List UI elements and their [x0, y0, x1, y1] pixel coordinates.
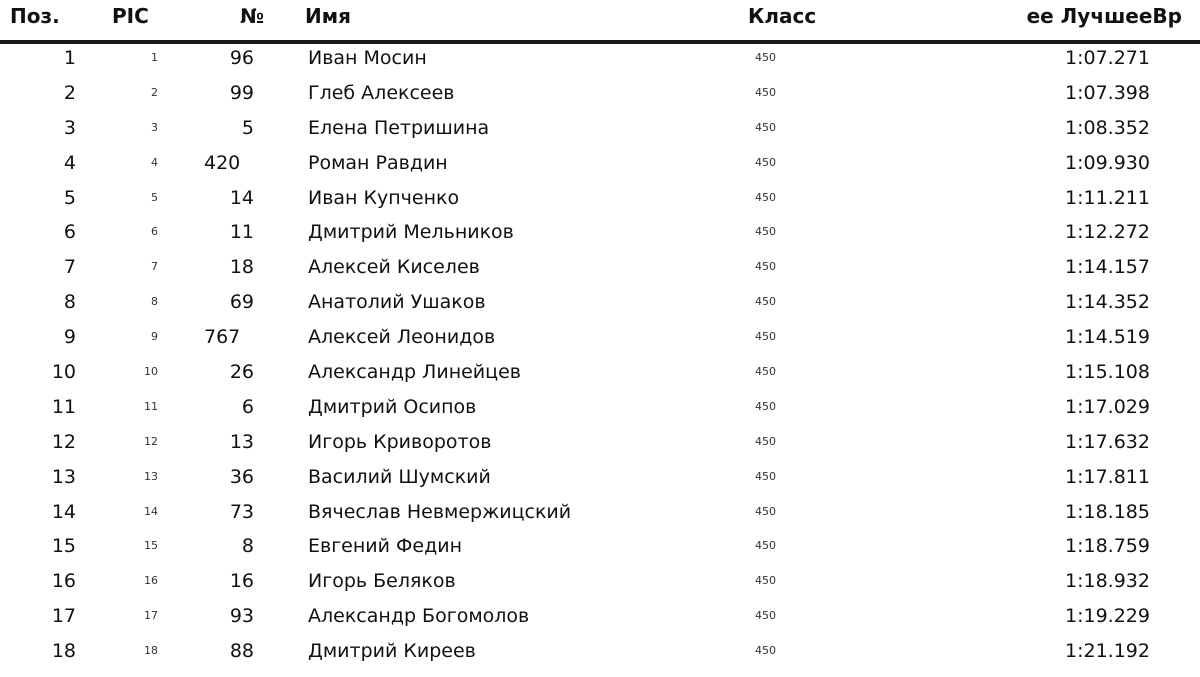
cell-name: Вячеслав Невмержицский	[308, 500, 572, 523]
cell-pic: 18	[144, 644, 158, 658]
cell-position: 18	[51, 640, 76, 663]
cell-number: 767	[204, 326, 241, 349]
table-row	[0, 355, 1200, 390]
cell-class: 450	[755, 51, 776, 64]
cell-class: 450	[755, 330, 776, 344]
cell-name: Дмитрий Осипов	[308, 395, 477, 418]
cell-position: 2	[63, 81, 76, 104]
table-row	[0, 111, 1200, 146]
cell-position: 9	[63, 326, 76, 349]
cell-name: Алексей Киселев	[308, 256, 480, 279]
cell-name: Игорь Криворотов	[308, 430, 492, 453]
cell-name: Алексей Леонидов	[308, 326, 496, 349]
cell-position: 12	[51, 430, 76, 453]
header-position: Поз.	[10, 4, 60, 28]
cell-position: 5	[63, 186, 76, 209]
cell-position: 6	[63, 221, 76, 244]
cell-position: 3	[63, 116, 76, 139]
cell-name: Елена Петришина	[308, 116, 490, 139]
cell-best-time: 1:14.519	[1065, 326, 1150, 349]
cell-best-time: 1:17.029	[1065, 395, 1150, 418]
table-row	[0, 285, 1200, 320]
cell-pic: 13	[144, 469, 158, 483]
cell-class: 450	[755, 365, 776, 379]
table-row	[0, 564, 1200, 599]
table-row	[0, 76, 1200, 111]
table-row	[0, 599, 1200, 634]
cell-number: 14	[229, 186, 254, 209]
table-row	[0, 181, 1200, 216]
cell-pic: 16	[144, 574, 158, 588]
header-number: №	[240, 4, 265, 28]
cell-number: 13	[229, 430, 254, 453]
cell-class: 450	[755, 434, 776, 448]
cell-position: 1	[63, 47, 76, 69]
cell-number: 73	[229, 500, 254, 523]
cell-number: 88	[229, 640, 254, 663]
cell-number: 93	[229, 605, 254, 628]
cell-pic: 5	[151, 190, 158, 204]
cell-pic: 9	[151, 330, 158, 344]
cell-pic: 14	[144, 504, 158, 518]
cell-position: 14	[51, 500, 76, 523]
table-row	[0, 634, 1200, 669]
cell-class: 450	[755, 574, 776, 588]
cell-number: 69	[229, 291, 254, 314]
cell-class: 450	[755, 539, 776, 553]
cell-number: 99	[229, 81, 254, 104]
cell-best-time: 1:18.932	[1065, 570, 1150, 593]
header-pic: PIC	[112, 4, 149, 28]
cell-class: 450	[755, 260, 776, 274]
cell-position: 10	[51, 361, 76, 384]
cell-pic: 1	[151, 51, 158, 64]
cell-position: 8	[63, 291, 76, 314]
cell-best-time: 1:18.185	[1065, 500, 1150, 523]
cell-number: 96	[229, 47, 254, 69]
cell-number: 16	[229, 570, 254, 593]
cell-pic: 17	[144, 609, 158, 623]
table-row	[0, 495, 1200, 530]
cell-class: 450	[755, 155, 776, 169]
cell-name: Дмитрий Киреев	[308, 640, 476, 663]
cell-pic: 4	[151, 155, 158, 169]
cell-name: Глеб Алексеев	[308, 81, 455, 104]
cell-best-time: 1:21.192	[1065, 640, 1150, 663]
cell-class: 450	[755, 85, 776, 99]
cell-pic: 15	[144, 539, 158, 553]
cell-class: 450	[755, 190, 776, 204]
cell-best-time: 1:17.811	[1065, 465, 1150, 488]
table-header	[0, 0, 1200, 40]
table-row	[0, 460, 1200, 495]
cell-pic: 12	[144, 434, 158, 448]
table-row	[0, 320, 1200, 355]
header-best-time: ее ЛучшееВр	[1026, 4, 1182, 28]
cell-number: 11	[229, 221, 254, 244]
cell-class: 450	[755, 469, 776, 483]
cell-class: 450	[755, 120, 776, 134]
cell-position: 7	[63, 256, 76, 279]
table-row	[0, 529, 1200, 564]
cell-number: 6	[241, 395, 254, 418]
table-row	[0, 250, 1200, 285]
cell-name: Игорь Беляков	[308, 570, 456, 593]
cell-number: 18	[229, 256, 254, 279]
cell-pic: 11	[144, 399, 158, 413]
cell-name: Александр Богомолов	[308, 605, 530, 628]
cell-number: 36	[229, 465, 254, 488]
cell-best-time: 1:07.398	[1065, 81, 1150, 104]
cell-pic: 2	[151, 85, 158, 99]
cell-name: Роман Равдин	[308, 151, 448, 174]
cell-pic: 8	[151, 295, 158, 309]
cell-name: Иван Мосин	[308, 47, 427, 69]
cell-best-time: 1:17.632	[1065, 430, 1150, 453]
cell-class: 450	[755, 225, 776, 239]
cell-name: Александр Линейцев	[308, 361, 521, 384]
cell-class: 450	[755, 504, 776, 518]
table-row	[0, 390, 1200, 425]
cell-best-time: 1:07.271	[1065, 47, 1150, 69]
cell-number: 8	[241, 535, 254, 558]
cell-position: 16	[51, 570, 76, 593]
cell-best-time: 1:08.352	[1065, 116, 1150, 139]
cell-best-time: 1:09.930	[1065, 151, 1150, 174]
table-row	[0, 215, 1200, 250]
cell-position: 15	[51, 535, 76, 558]
table-row	[0, 425, 1200, 460]
cell-name: Евгений Федин	[308, 535, 462, 558]
cell-best-time: 1:14.352	[1065, 291, 1150, 314]
cell-name: Иван Купченко	[308, 186, 460, 209]
table-body	[0, 41, 1200, 669]
cell-best-time: 1:19.229	[1065, 605, 1150, 628]
cell-best-time: 1:14.157	[1065, 256, 1150, 279]
cell-best-time: 1:15.108	[1065, 361, 1150, 384]
cell-class: 450	[755, 399, 776, 413]
cell-number: 5	[241, 116, 254, 139]
cell-pic: 6	[151, 225, 158, 239]
cell-name: Дмитрий Мельников	[308, 221, 514, 244]
cell-pic: 3	[151, 120, 158, 134]
cell-class: 450	[755, 295, 776, 309]
cell-name: Василий Шумский	[308, 465, 491, 488]
cell-class: 450	[755, 609, 776, 623]
cell-best-time: 1:12.272	[1065, 221, 1150, 244]
cell-pic: 7	[151, 260, 158, 274]
table-row	[0, 146, 1200, 181]
table-row	[0, 41, 1200, 76]
header-name: Имя	[305, 4, 351, 28]
header-class: Класс	[748, 4, 817, 28]
cell-class: 450	[755, 644, 776, 658]
cell-name: Анатолий Ушаков	[308, 291, 486, 314]
cell-number: 420	[204, 151, 241, 174]
cell-best-time: 1:11.211	[1065, 186, 1150, 209]
cell-position: 11	[51, 395, 76, 418]
cell-position: 13	[51, 465, 76, 488]
cell-pic: 10	[144, 365, 158, 379]
cell-number: 26	[229, 361, 254, 384]
cell-best-time: 1:18.759	[1065, 535, 1150, 558]
cell-position: 17	[51, 605, 76, 628]
cell-position: 4	[63, 151, 76, 174]
